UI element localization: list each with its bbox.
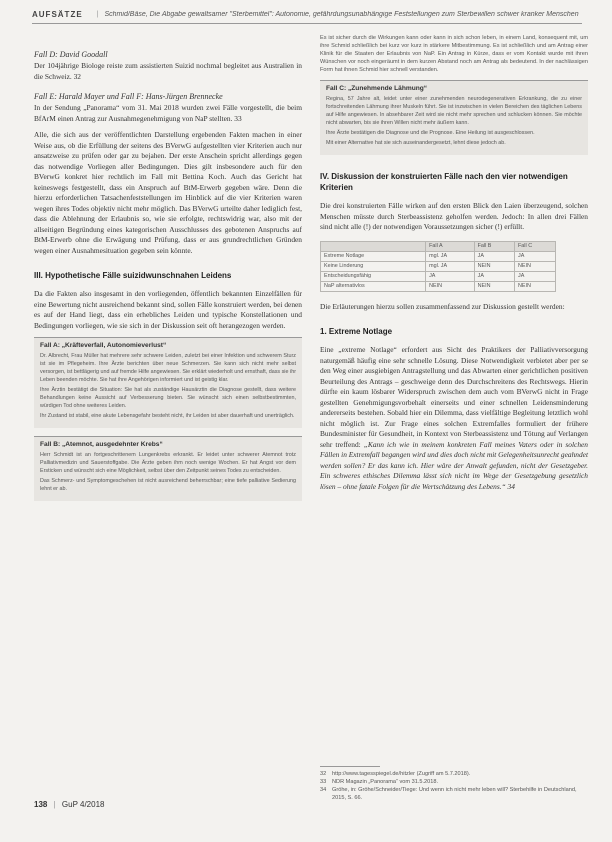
table-row	[321, 251, 556, 261]
table-cell: mgl. JA	[426, 261, 475, 271]
table-cell: Extreme Notlage	[321, 251, 426, 261]
table-cell: Keine Linderung	[321, 261, 426, 271]
footnote-number: 33	[320, 779, 327, 785]
table-cell: NEIN	[515, 261, 556, 271]
case-box-b	[34, 436, 302, 501]
table-row	[321, 281, 556, 291]
table-header-row	[321, 241, 556, 251]
footnote-number: 34	[320, 787, 327, 793]
journal-issue: GuP 4/2018	[61, 800, 105, 809]
page-number: 138	[34, 800, 48, 809]
footnote	[320, 770, 590, 778]
table-cell: JA	[515, 271, 556, 281]
table-header-cell: Fall A	[426, 241, 475, 251]
paragraph-analysis: Alle, die sich aus der veröffentlichten Darstellung ergebenden Fakten machen in einer Weise aus, ob die Erfüllung der seitens des BVerwG aufgestellten vier Kriterien auch nur ansatzweise zu prüfen oder gar zu bejahen. Der erste Anschein spricht allerdings gegen das notwendige Vorliegen aller Bedingungen. Dies gilt insbesondere auch für den BVerwG konkret hier rechtlich im Fall mit Bettina Koch. Auch das Gericht hat keineswegs festgestellt, dass ein Anspruch auf BtM-Erwerb gegeben wäre. Denn die hierzu erforderlichen Tatsachenfeststellungen im Hinblick auf die vier Kriterien waren wegen ihres Todes objektiv nicht mehr möglich. Das BVerwG urteilte daher lediglich fest, dass die Ablehnung der Erlaubnis so, wie sie erfolgte, rechtswidrig war, also mit der allseitigen Begründung eines kategorischen Ausschlusses des gebotenen Anspruchs auf BtM-Erwerb ohne die Erwägung und Prüfung, dass er aus grundrechtlichen Gründen wegen einer Ausnahmesituation gegeben sein könnte.	[34, 130, 302, 255]
case-box-c-title: Fall C: „Zunehmende Lähmung“	[326, 85, 428, 92]
case-box-a	[34, 337, 302, 428]
header-rule	[32, 23, 582, 24]
footnotes	[320, 770, 590, 802]
paragraph-extreme-notlage	[320, 345, 588, 492]
case-e-text: In der Sendung „Panorama“ vom 31. Mai 2018 wurden zwei Fälle vorgestellt, die beim BfArM einen Antrag zur Ausnahmegenehmigung von NaP stellten. 33	[34, 103, 302, 123]
case-d-title: Fall D: David Goodall	[34, 50, 108, 59]
case-box-b-text-1: Herr Schmidt ist an fortgeschrittenem Lungenkrebs erkrankt. Er leidet unter schwerer Atemnot trotz Palliativmedizin und Sauerstoffgabe. Die Ärzte geben ihm noch wenige Wochen. Er hat Angst vor dem Ersticken und wünscht sich eine Möglichkeit, selbst über den Zeitpunkt seines Todes zu entscheiden.	[40, 452, 296, 474]
heading-iii: III. Hypothetische Fälle suizidwunschnahen Leidens	[34, 271, 232, 280]
page-footer	[34, 800, 104, 809]
case-box-a-text-2: Ihre Ärztin bestätigt die Situation: Sie hat als zuständige Hausärztin die Diagnose gestellt, dass weitere Behandlungen keine Aussicht auf Verbesserung bieten. Sie wünscht sich einen selbstbestimmten, würdigen Tod ohne weiteres Leiden.	[40, 387, 296, 409]
heading-extreme-notlage: 1. Extreme Notlage	[320, 327, 393, 336]
running-header	[32, 6, 592, 22]
footnote-text: Gröhe, in: Gröhe/Schneider/Tiege: Und wenn ich nicht mehr leben will? Sterbehilfe in Deutschland, 2015, S. 66.	[332, 787, 577, 801]
table-cell: Entscheidungsfähig	[321, 271, 426, 281]
case-box-a-title: Fall A: „Kräfteverfall, Autonomieverlust“	[40, 342, 167, 349]
footnote-number: 32	[320, 771, 327, 777]
case-box-b-text-2: Das Schmerz- und Symptomgeschehen ist nicht ausreichend beherrschbar; eine tiefe palliative Sedierung lehnt er ab.	[40, 478, 296, 492]
table-cell: JA	[474, 251, 514, 261]
case-box-c	[320, 80, 588, 155]
table-header-cell: Fall B	[474, 241, 514, 251]
footnote-text: http://www.tagesspiegel.de/hitzler (Zugriff am 5.7.2018).	[332, 771, 471, 777]
quotation: „Kann ich wie in meinem konkreten Fall meines Vaters oder in solchen Fällen in Extremfall begangen wird und dies doch nicht mit Gelegenheitsunrecht geahndet werden sollen? Er das kann ich. Hier wäre der Anwalt gefunden, nicht der Gesetzgeber. Ein schweres ethisches Dilemma lässt sich nicht im Wege der Gesetzgebung gesetzlich lösen – ohne fatale Folgen für die Wertschätzung des Lebens.“ 34	[320, 439, 588, 491]
heading-iv: IV. Diskussion der konstruierten Fälle nach den vier notwendigen Kriterien	[320, 172, 568, 192]
section-label: AUFSÄTZE	[32, 9, 83, 19]
header-divider: |	[96, 10, 99, 18]
table-cell: NaP alternativlos	[321, 281, 426, 291]
criteria-table	[320, 241, 556, 292]
table-cell: NEIN	[474, 281, 514, 291]
paragraph-table-note: Die Erläuterungen hierzu sollen zusammenfassend zur Diskussion gestellt werden:	[320, 301, 565, 311]
case-e-title: Fall E: Harald Mayer und Fall F: Hans-Jürgen Brennecke	[34, 92, 223, 101]
case-box-c-text-1: Regina, 57 Jahre alt, leidet unter einer zunehmenden neurodegenerativen Erkrankung, die zu einer fortschreitenden Lähmung ihrer Muskeln führt. Sie ist inzwischen in vielen Bereichen des täglichen Lebens auf Hilfe angewiesen. In absehbarer Zeit wird sie nicht mehr sprechen und schlucken können. Sie möchte nicht abwarten, bis sie ihren Willen nicht mehr äußern kann.	[326, 96, 582, 126]
case-box-a-text-1: Dr. Albrecht, Frau Müller hat mehrere sehr schwere Leiden, zuletzt bei einer Infektion und schwerem Sturz ist sie im Pflegeheim. Ihre Ärzte berichten über neue Schmerzen. Sie kann sich nicht mehr selbst versorgen, ist bettlägerig und auf fremde Hilfe angewiesen. Sie erklärt wiederholt und ernsthaft, dass sie ihr Leben beenden möchte. Sie hat ihre Angehörigen informiert und ist geistig klar.	[40, 353, 296, 383]
table-cell: NEIN	[474, 261, 514, 271]
table-header-cell: Fall C	[515, 241, 556, 251]
paragraph-extreme-notlage-text: Eine „extreme Notlage“ erfordert aus Sicht des Praktikers der Palliativversorgung naturgemäß häufig eine sehr schnelle Lösung. Diese Notwendigkeit verbietet aber per se den Weg einer ausgiebigen Antragstellung und das Abwarten einer gerichtlichen positiven Beurteilung des Antrags – geschweige denn des Durchschreitens des Rechtswegs. Hierin dürfte ein kaum lösbarer Widerspruch zwischen dem auch vom BVerwG nicht in Frage gestellten Genehmigungsvorbehalt einerseits und einer schnellen Leidensminderung andererseits bestehen. Sobald hier ein Dilemma, dass vielfältige Begleitung letztlich wohl nicht möglich ist. Zur Frage eines solchen Extremfalles formuliert der frühere Bundesminister für Gesundheit, in Kontext von Sterbeassistenz und Tötung auf Verlangen sehr treffend:	[320, 345, 588, 449]
case-d-text: Der 104jährige Biologe reiste zum assistierten Suizid nochmal begleitet aus Australien in die Schweiz. 32	[34, 61, 302, 81]
case-box-b-title: Fall B: „Atemnot, ausgedehnter Krebs“	[40, 441, 163, 448]
right-column	[320, 34, 588, 492]
table-cell: JA	[515, 251, 556, 261]
paragraph-discussion: Die drei konstruierten Fälle wirken auf den ersten Blick den Laien überzeugend, solchen Menschen müsste durch Sterbeassistenz geholfen werden. Jedoch: In allen drei Fällen sind nicht alle (!) der notwendigen Voraussetzungen sicher (!) erfüllt.	[320, 201, 588, 231]
table-header-cell	[321, 241, 426, 251]
table-row	[321, 261, 556, 271]
case-box-c-text-3: Mit einer Alternative hat sie sich auseinandergesetzt, lehnt diese jedoch ab.	[326, 140, 506, 146]
paragraph-hypothetical: Da die Fakten also insgesamt in den vorliegenden, öffentlich bekannten Einzelfällen für eine Bewertung nicht ausreichend bekannt sind, sollen Fälle konstruiert werden, bei denen es auf der Hand liegt, dass ein erhebliches Leiden und typische Konstellationen und Bedingungen vorliegen, wie sie sich in der Diskussion seit oft herangezogen werden.	[34, 289, 302, 330]
paragraph-top-right: Es ist sicher durch die Wirkungen kann oder kann in sich schon leben, in einem Land, konsequent mit, um ihre Schmid schließlich bei kurz vor kurz in stärkere Mitbestimmung. Es ist schließlich und am Antrag einer Klinik für die Staaten der Erlaubnis von NaP. Ein Antrag in Kürze, dass er vom Kontakt wurde mit ihren Wünschen vor noch eingeräumt in dem kurzen Abstand noch am Antrag als bedeutend. In der nachlässigen Form hat ihnen Schmid hier schnell verstanden.	[320, 35, 588, 73]
table-cell: JA	[474, 271, 514, 281]
case-box-c-text-2: Ihre Ärzte bestätigen die Diagnose und die Prognose. Eine Heilung ist ausgeschlossen.	[326, 130, 535, 136]
footnote	[320, 778, 590, 786]
footnote	[320, 786, 590, 802]
table-cell: JA	[426, 271, 475, 281]
table-cell: mgl. JA	[426, 251, 475, 261]
running-title: Schmid/Bäse, Die Abgabe gewaltsamer "Sterbemittel": Autonomie, gefährdungsunabhängige Feststellungen zum Sterbewillen schwer kranker Menschen	[104, 10, 579, 18]
footer-divider: |	[53, 800, 56, 809]
table-row	[321, 271, 556, 281]
table-cell: NEIN	[426, 281, 475, 291]
footnote-rule	[320, 766, 380, 767]
table-cell: NEIN	[515, 281, 556, 291]
case-box-a-text-3: Ihr Zustand ist stabil, eine akute Lebensgefahr besteht nicht, ihr Leiden ist aber dauerhaft und unerträglich.	[40, 413, 295, 419]
footnote-text: NDR Magazin „Panorama“ vom 31.5.2018.	[332, 779, 439, 785]
left-column	[34, 34, 302, 509]
